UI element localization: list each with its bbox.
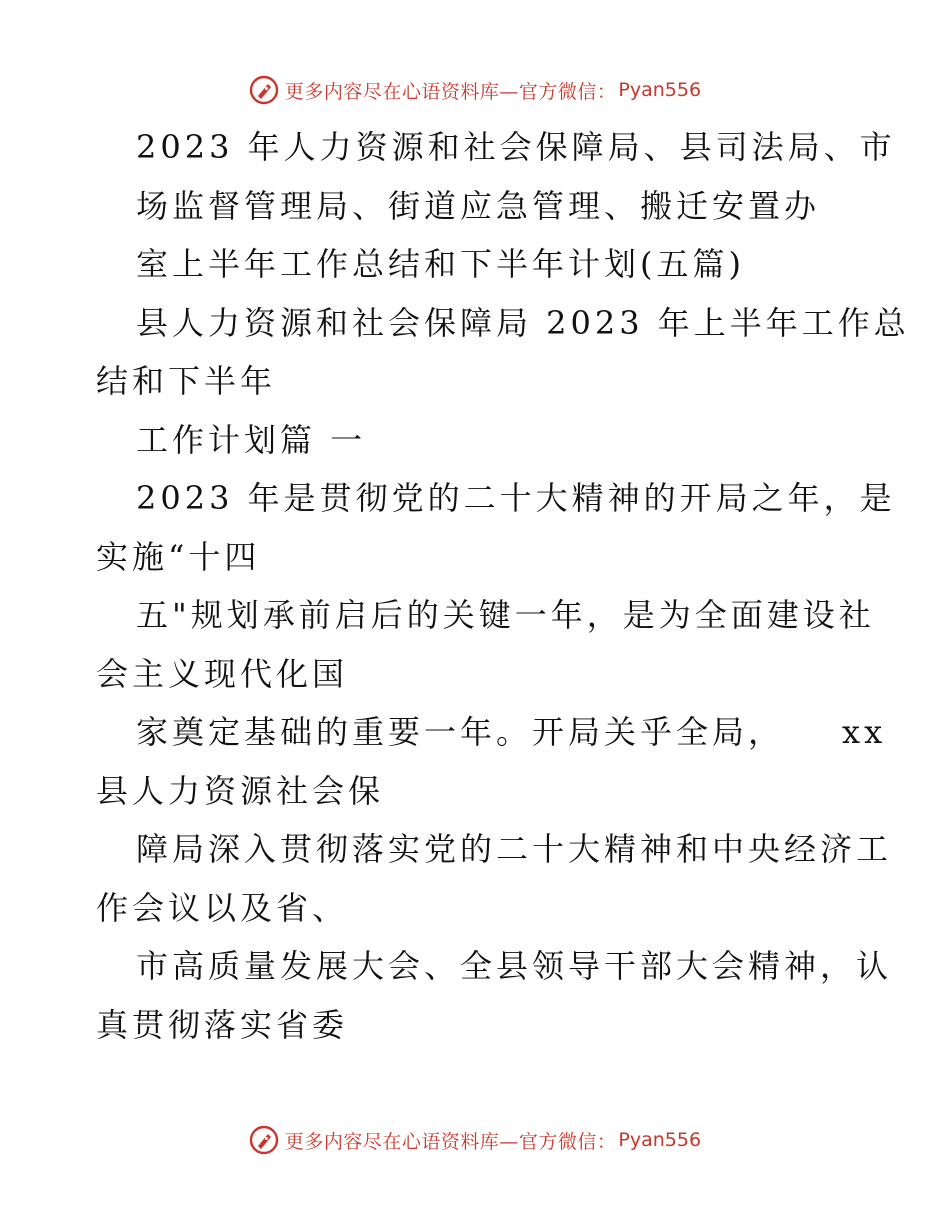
body-line-placeholder: xx bbox=[842, 713, 887, 751]
body-line: 真贯彻落实省委 bbox=[96, 1005, 349, 1044]
title-line: 2023 年人力资源和社会保障局、县司法局、市 bbox=[136, 128, 896, 166]
body-line: 县人力资源社会保 bbox=[96, 771, 385, 810]
body-line: 障局深入贯彻落实党的二十大精神和中央经济工 bbox=[136, 830, 893, 868]
body-line: 会主义现代化国 bbox=[96, 654, 349, 693]
pen-nib-circle-icon bbox=[249, 1125, 279, 1155]
body-line-text: 家奠定基础的重要一年。开局关乎全局， bbox=[136, 713, 785, 751]
watermark-banner-top bbox=[0, 70, 950, 110]
body-line: 五"规划承前启后的关键一年，是为全面建设社 bbox=[136, 596, 875, 634]
body-line bbox=[96, 703, 887, 762]
section-label: 工作计划篇 一 bbox=[136, 420, 367, 459]
title-line: 室上半年工作总结和下半年计划(五篇) bbox=[136, 245, 745, 283]
body-line: 市高质量发展大会、全县领导干部大会精神，认 bbox=[136, 947, 893, 985]
title-line: 场监督管理局、街道应急管理、搬迁安置办 bbox=[136, 186, 821, 225]
body-line: 2023 年是贯彻党的二十大精神的开局之年，是 bbox=[136, 479, 896, 517]
body-line: 作会议以及省、 bbox=[96, 888, 349, 927]
document-body bbox=[96, 118, 910, 1054]
watermark-text: 更多内容尽在心语资料库—官方微信： bbox=[284, 1130, 617, 1153]
watermark-banner-bottom bbox=[0, 1120, 950, 1160]
subtitle-line: 县人力资源和社会保障局 2023 年上半年工作总 bbox=[136, 303, 910, 342]
watermark-contact: Pyan556 bbox=[618, 79, 702, 101]
watermark-text: 更多内容尽在心语资料库—官方微信： bbox=[284, 80, 617, 103]
subtitle-line: 结和下半年 bbox=[96, 362, 277, 400]
watermark-contact: Pyan556 bbox=[618, 1129, 702, 1151]
pen-nib-circle-icon bbox=[249, 75, 279, 105]
body-line: 实施“十四 bbox=[96, 537, 261, 576]
